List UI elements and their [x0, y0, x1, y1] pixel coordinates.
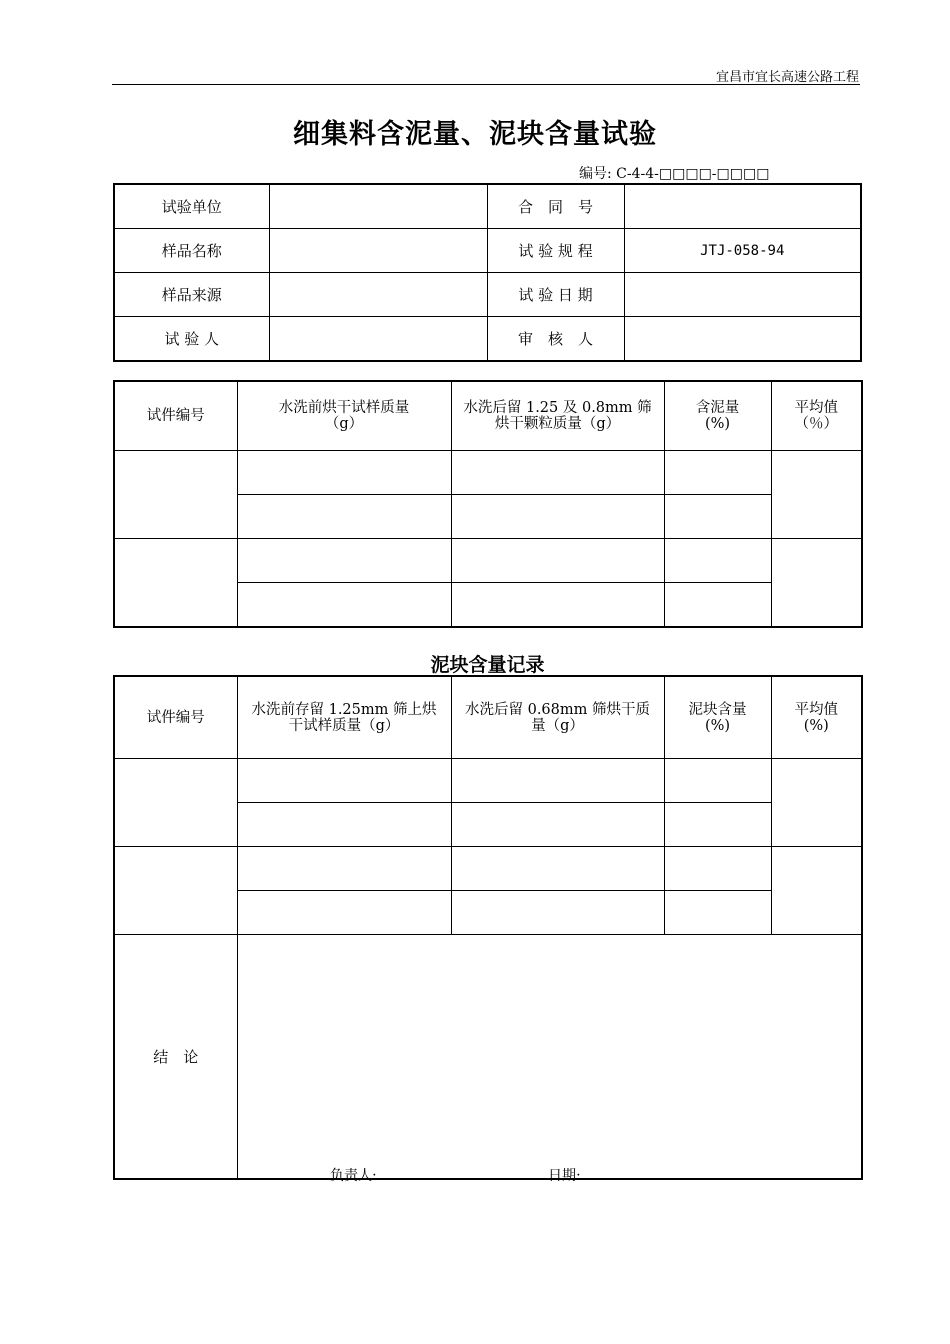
data-cell[interactable]	[664, 803, 771, 847]
data-cell[interactable]	[451, 583, 664, 628]
data-cell[interactable]	[664, 539, 771, 583]
col-mud-content-line2: (%)	[704, 416, 731, 432]
date-label: 日期:	[548, 1168, 581, 1184]
test-date-label: 试 验 日 期	[487, 273, 624, 317]
sample-source-label: 样品来源	[114, 273, 269, 317]
data-cell[interactable]	[664, 583, 771, 628]
data-cell[interactable]	[237, 583, 451, 628]
test-standard-label: 试 验 规 程	[487, 229, 624, 273]
average-cell[interactable]	[771, 451, 862, 539]
col-mass-after-wash-line1: 水洗后留 1.25 及 0.8mm 筛	[463, 400, 652, 416]
data-cell[interactable]	[237, 847, 451, 891]
data-cell[interactable]	[451, 495, 664, 539]
col-average-line1: 平均值	[794, 701, 838, 718]
data-cell[interactable]	[237, 451, 451, 495]
data-cell[interactable]	[451, 847, 664, 891]
average-cell[interactable]	[771, 539, 862, 628]
page-title: 细集料含泥量、泥块含量试验	[293, 119, 657, 150]
col-average	[771, 381, 862, 451]
test-date-field[interactable]	[624, 273, 861, 317]
contract-no-field[interactable]	[624, 184, 861, 229]
test-unit-field[interactable]	[269, 184, 487, 229]
specimen-cell[interactable]	[114, 539, 237, 628]
col-mass-before-wash-line1: 水洗前烘干试样质量	[278, 400, 410, 416]
col-average	[771, 676, 862, 759]
tester-field[interactable]	[269, 317, 487, 362]
col-mass-after-wash	[451, 381, 664, 451]
reviewer-label: 审 核 人	[487, 317, 624, 362]
col-mass-after-wash-line1: 水洗后留 0.68mm 筛烘干质	[464, 701, 650, 718]
document-number: 编号: C-4-4-□□□□-□□□□	[579, 166, 770, 182]
data-cell[interactable]	[664, 495, 771, 539]
sample-name-field[interactable]	[269, 229, 487, 273]
data-cell[interactable]	[451, 759, 664, 803]
col-lump-content-line2: (%)	[704, 717, 731, 734]
col-mud-content	[664, 381, 771, 451]
data-cell[interactable]	[237, 891, 451, 935]
col-mass-after-wash	[451, 676, 664, 759]
specimen-cell[interactable]	[114, 759, 237, 847]
data-cell[interactable]	[664, 759, 771, 803]
sample-source-field[interactable]	[269, 273, 487, 317]
col-mass-before-wash	[237, 381, 451, 451]
col-mud-content-line1: 含泥量	[695, 400, 740, 416]
data-cell[interactable]	[664, 847, 771, 891]
test-unit-label: 试验单位	[114, 184, 269, 229]
data-cell[interactable]	[664, 891, 771, 935]
average-cell[interactable]	[771, 759, 862, 847]
tester-label: 试 验 人	[114, 317, 269, 362]
col-mass-after-wash-line2: 烘干颗粒质量（g）	[494, 416, 621, 432]
col-mass-before-wash	[237, 676, 451, 759]
mud-content-table	[113, 380, 863, 628]
col-specimen-no: 试件编号	[114, 676, 237, 759]
clay-lump-table	[113, 675, 863, 1180]
data-cell[interactable]	[237, 759, 451, 803]
data-cell[interactable]	[664, 451, 771, 495]
col-mass-after-wash-line2: 量（g）	[531, 717, 584, 734]
col-specimen-no: 试件编号	[114, 381, 237, 451]
data-cell[interactable]	[237, 495, 451, 539]
test-standard-value: JTJ-058-94	[624, 229, 861, 273]
col-average-line1: 平均值	[794, 400, 838, 416]
sample-name-label: 样品名称	[114, 229, 269, 273]
col-mass-before-wash-line1: 水洗前存留 1.25mm 筛上烘	[251, 701, 437, 718]
data-cell[interactable]	[451, 803, 664, 847]
conclusion-field[interactable]	[237, 935, 862, 1180]
col-mass-before-wash-line2: （g）	[324, 416, 364, 432]
data-cell[interactable]	[237, 803, 451, 847]
col-average-line2: （％）	[794, 416, 838, 432]
reviewer-field[interactable]	[624, 317, 861, 362]
specimen-cell[interactable]	[114, 451, 237, 539]
col-average-line2: (%)	[803, 717, 829, 734]
header-divider	[112, 84, 860, 85]
col-mass-before-wash-line2: 干试样质量（g）	[288, 717, 400, 734]
data-cell[interactable]	[451, 451, 664, 495]
conclusion-label: 结 论	[114, 935, 237, 1180]
data-cell[interactable]	[237, 539, 451, 583]
contract-no-label: 合 同 号	[487, 184, 624, 229]
data-cell[interactable]	[451, 891, 664, 935]
data-cell[interactable]	[451, 539, 664, 583]
info-table	[113, 183, 862, 362]
col-lump-content-line1: 泥块含量	[688, 701, 747, 718]
header-organization: 宜昌市宜长高速公路工程	[715, 70, 859, 85]
col-lump-content	[664, 676, 771, 759]
average-cell[interactable]	[771, 847, 862, 935]
responsible-label: 负责人:	[330, 1168, 377, 1184]
specimen-cell[interactable]	[114, 847, 237, 935]
lump-section-title: 泥块含量记录	[430, 654, 545, 676]
